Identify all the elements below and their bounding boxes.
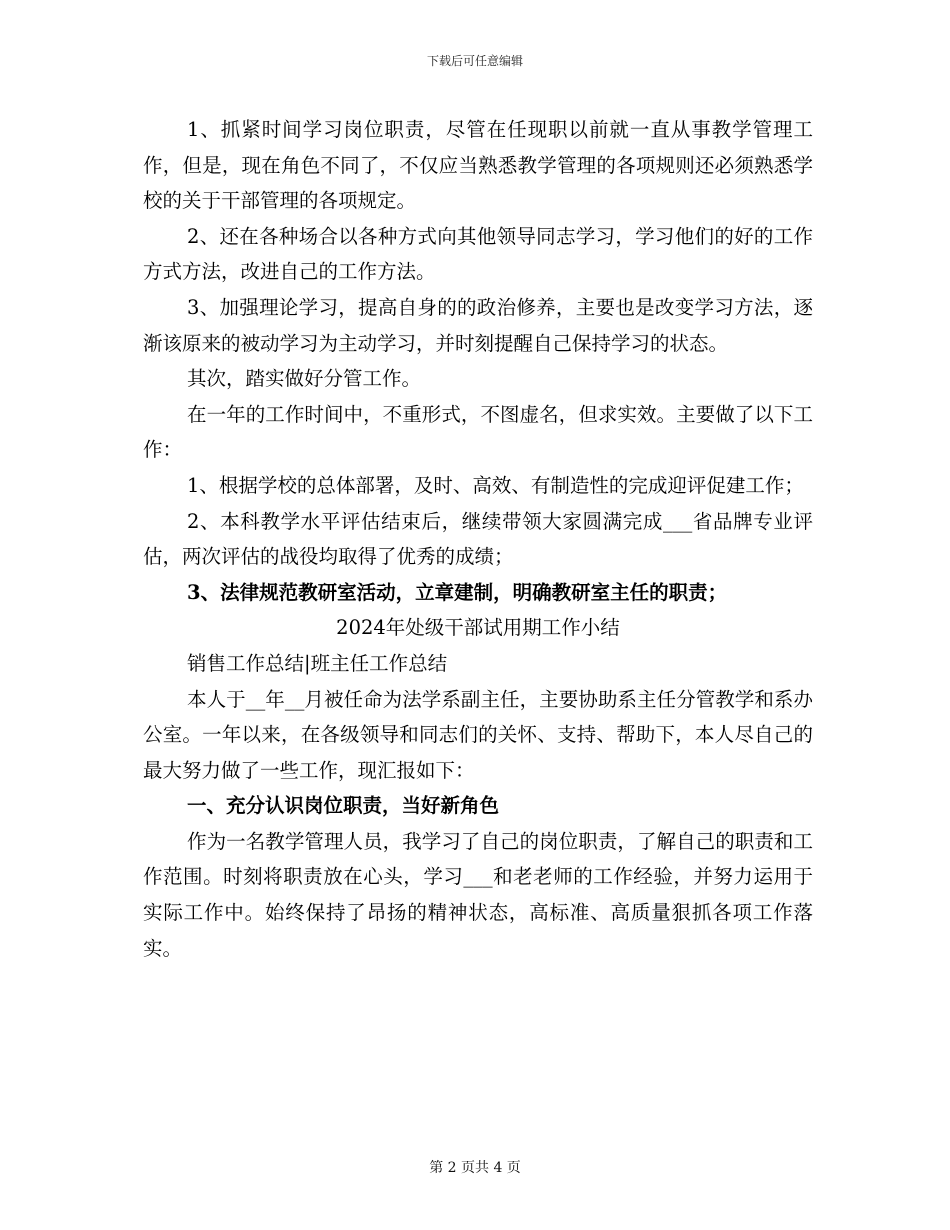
paragraph-bold-regulate: 3、法律规范教研室活动，立章建制，明确教研室主任的职责； [187, 580, 728, 604]
paragraph-brand-evaluation: 2、本科教学水平评估结束后，继续带领大家圆满完成___省品牌专业评估，两次评估的战役均取得了优秀的成绩； [143, 509, 813, 569]
related-links: 销售工作总结|班主任工作总结 [187, 651, 448, 675]
paragraph-study-duties: 1、抓紧时间学习岗位职责，尽管在任现职以前就一直从事教学管理工作，但是，现在角色不同了，不仅应当熟悉教学管理的各项规则还必须熟悉学校的关于干部管理的各项规定。 [143, 118, 813, 213]
document-body [143, 112, 813, 966]
paragraph-theory-study: 3、加强理论学习，提高自身的的政治修养，主要也是改变学习方法，逐渐该原来的被动学习为主动学习，并时刻提醒自己保持学习的状态。 [143, 295, 813, 355]
paragraph-secondly: 其次，踏实做好分管工作。 [187, 367, 422, 391]
page-header: 下载后可任意编辑 [426, 54, 523, 68]
paragraph-appointment: 本人于__年__月被任命为法学系副主任，主要协助系主任分管教学和系办公室。一年以来，在各级领导和同志们的关怀、支持、帮助下，本人尽自己的最大努力做了一些工作，现汇报如下： [143, 687, 813, 782]
paragraph-evaluation-prep: 1、根据学校的总体部署，及时、高效、有制造性的完成迎评促建工作； [187, 473, 804, 497]
page-footer: 第 2 页共 4 页 [429, 1160, 521, 1176]
paragraph-learn-from-leaders: 2、还在各种场合以各种方式向其他领导同志学习，学习他们的好的工作方式方法，改进自己的工作方法。 [143, 224, 813, 284]
heading-understand-duties: 一、充分认识岗位职责，当好新角色 [187, 794, 500, 818]
paragraph-teaching-manager: 作为一名教学管理人员，我学习了自己的岗位职责，了解自己的职责和工作范围。时刻将职责放在心头，学习___和老老师的工作经验，并努力运用于实际工作中。始终保持了昂扬的精神状态，高标准、高质量狠抓各项工作落实。 [143, 829, 813, 960]
paragraph-year-work: 在一年的工作时间中，不重形式，不图虚名，但求实效。主要做了以下工作： [143, 402, 813, 462]
section-title: 2024年处级干部试用期工作小结 [336, 616, 620, 640]
